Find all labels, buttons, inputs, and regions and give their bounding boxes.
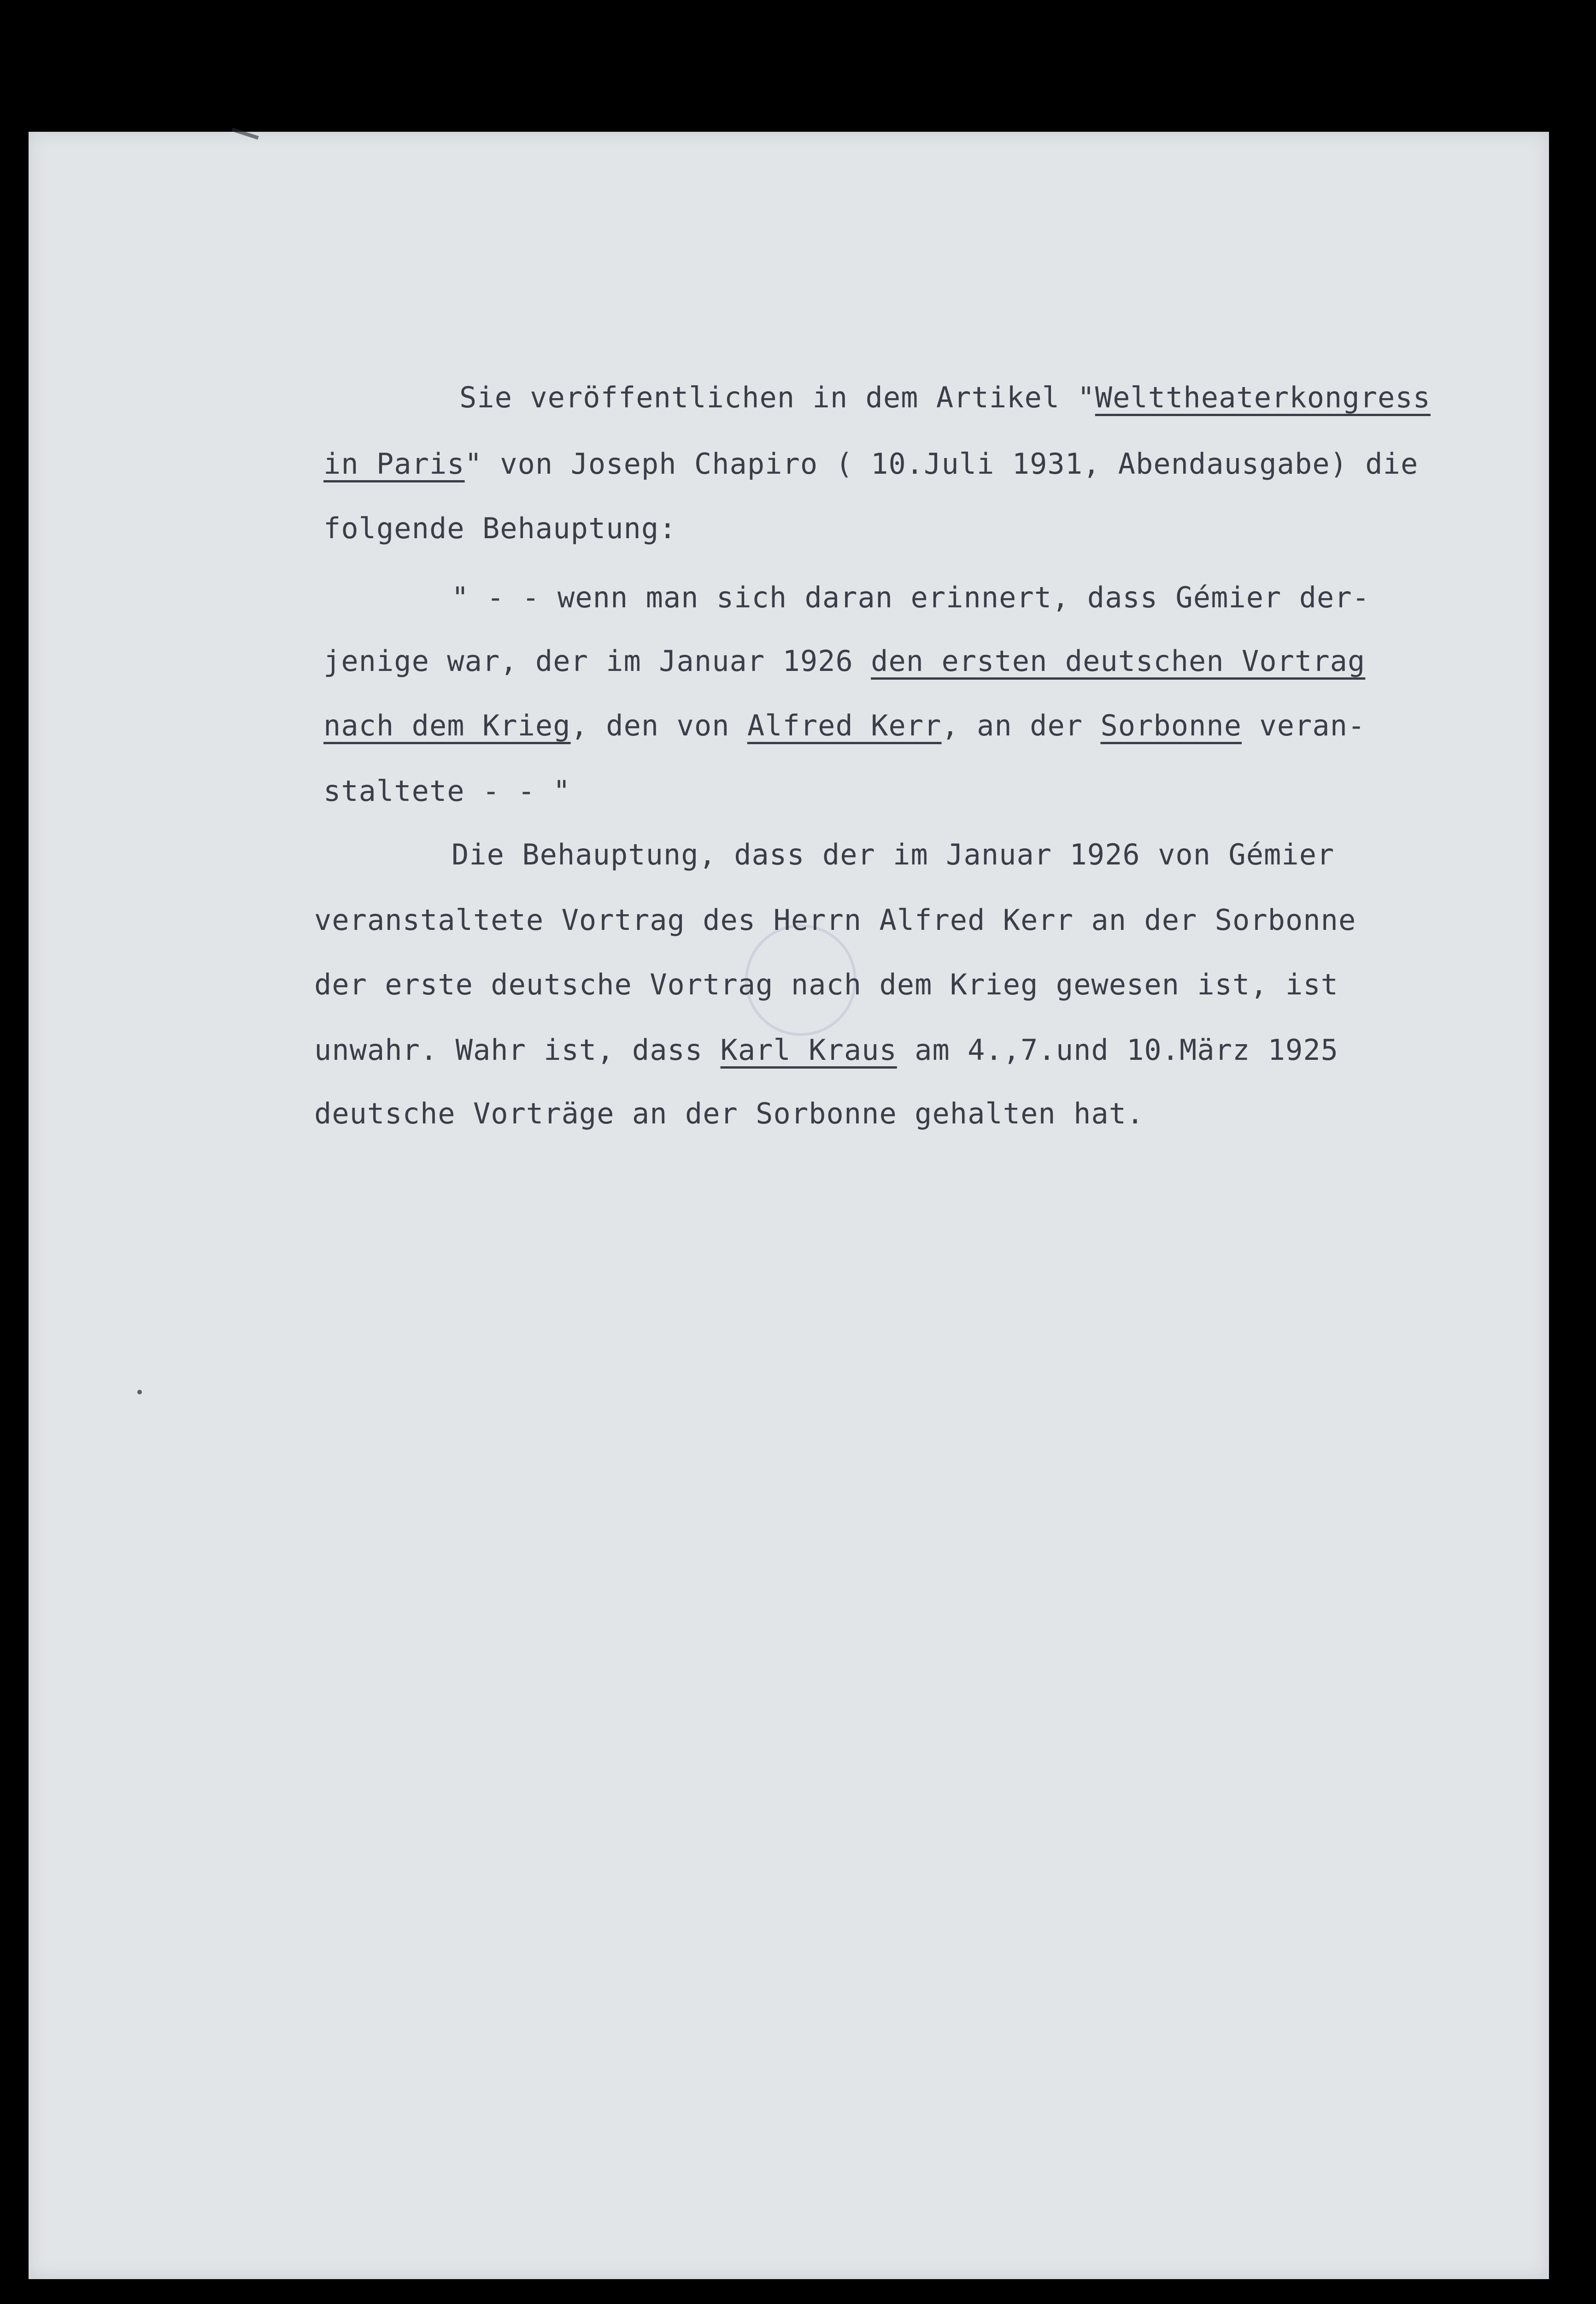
article-title-part1: Welttheaterkongress bbox=[1095, 381, 1431, 414]
paragraph1-line3: folgende Behauptung: bbox=[323, 511, 677, 545]
quote-underlined-place: Sorbonne bbox=[1100, 709, 1242, 742]
quote-underlined-phrase1: den ersten deutschen Vortrag bbox=[871, 644, 1366, 678]
paragraph1-line1: Sie veröffentlichen in dem Artikel "Welttheaterkongress bbox=[459, 381, 1431, 414]
ink-speck bbox=[137, 1390, 142, 1394]
paragraph1-line2: in Paris" von Joseph Chapiro ( 10.Juli 1931, Abendausgabe) die bbox=[323, 447, 1419, 481]
corner-mark bbox=[231, 128, 259, 140]
paper-sheet bbox=[29, 132, 1549, 2279]
paragraph2-line5: deutsche Vorträge an der Sorbonne gehalten hat. bbox=[314, 1097, 1144, 1130]
paragraph2-line4: unwahr. Wahr ist, dass Karl Kraus am 4.,7.und 10.März 1925 bbox=[314, 1033, 1338, 1067]
underlined-name-karl-kraus: Karl Kraus bbox=[720, 1033, 897, 1067]
paragraph2-line1: Die Behauptung, dass der im Januar 1926 von Gémier bbox=[452, 838, 1335, 871]
paragraph2-line2: veranstaltete Vortrag des Herrn Alfred Kerr an der Sorbonne bbox=[314, 903, 1356, 937]
quote-underlined-name: Alfred Kerr bbox=[747, 709, 942, 742]
quote-line1: " - - wenn man sich daran erinnert, dass Gémier der- bbox=[452, 581, 1370, 614]
article-title-part2: in Paris bbox=[323, 447, 465, 481]
quote-line3: nach dem Krieg, den von Alfred Kerr, an der Sorbonne veran- bbox=[323, 709, 1366, 742]
quote-line4: staltete - - " bbox=[323, 774, 571, 808]
quote-line2: jenige war, der im Januar 1926 den ersten deutschen Vortrag bbox=[323, 644, 1366, 678]
paragraph2-line3: der erste deutsche Vortrag nach dem Krieg gewesen ist, ist bbox=[314, 968, 1338, 1001]
quote-underlined-phrase2: nach dem Krieg bbox=[323, 709, 571, 742]
